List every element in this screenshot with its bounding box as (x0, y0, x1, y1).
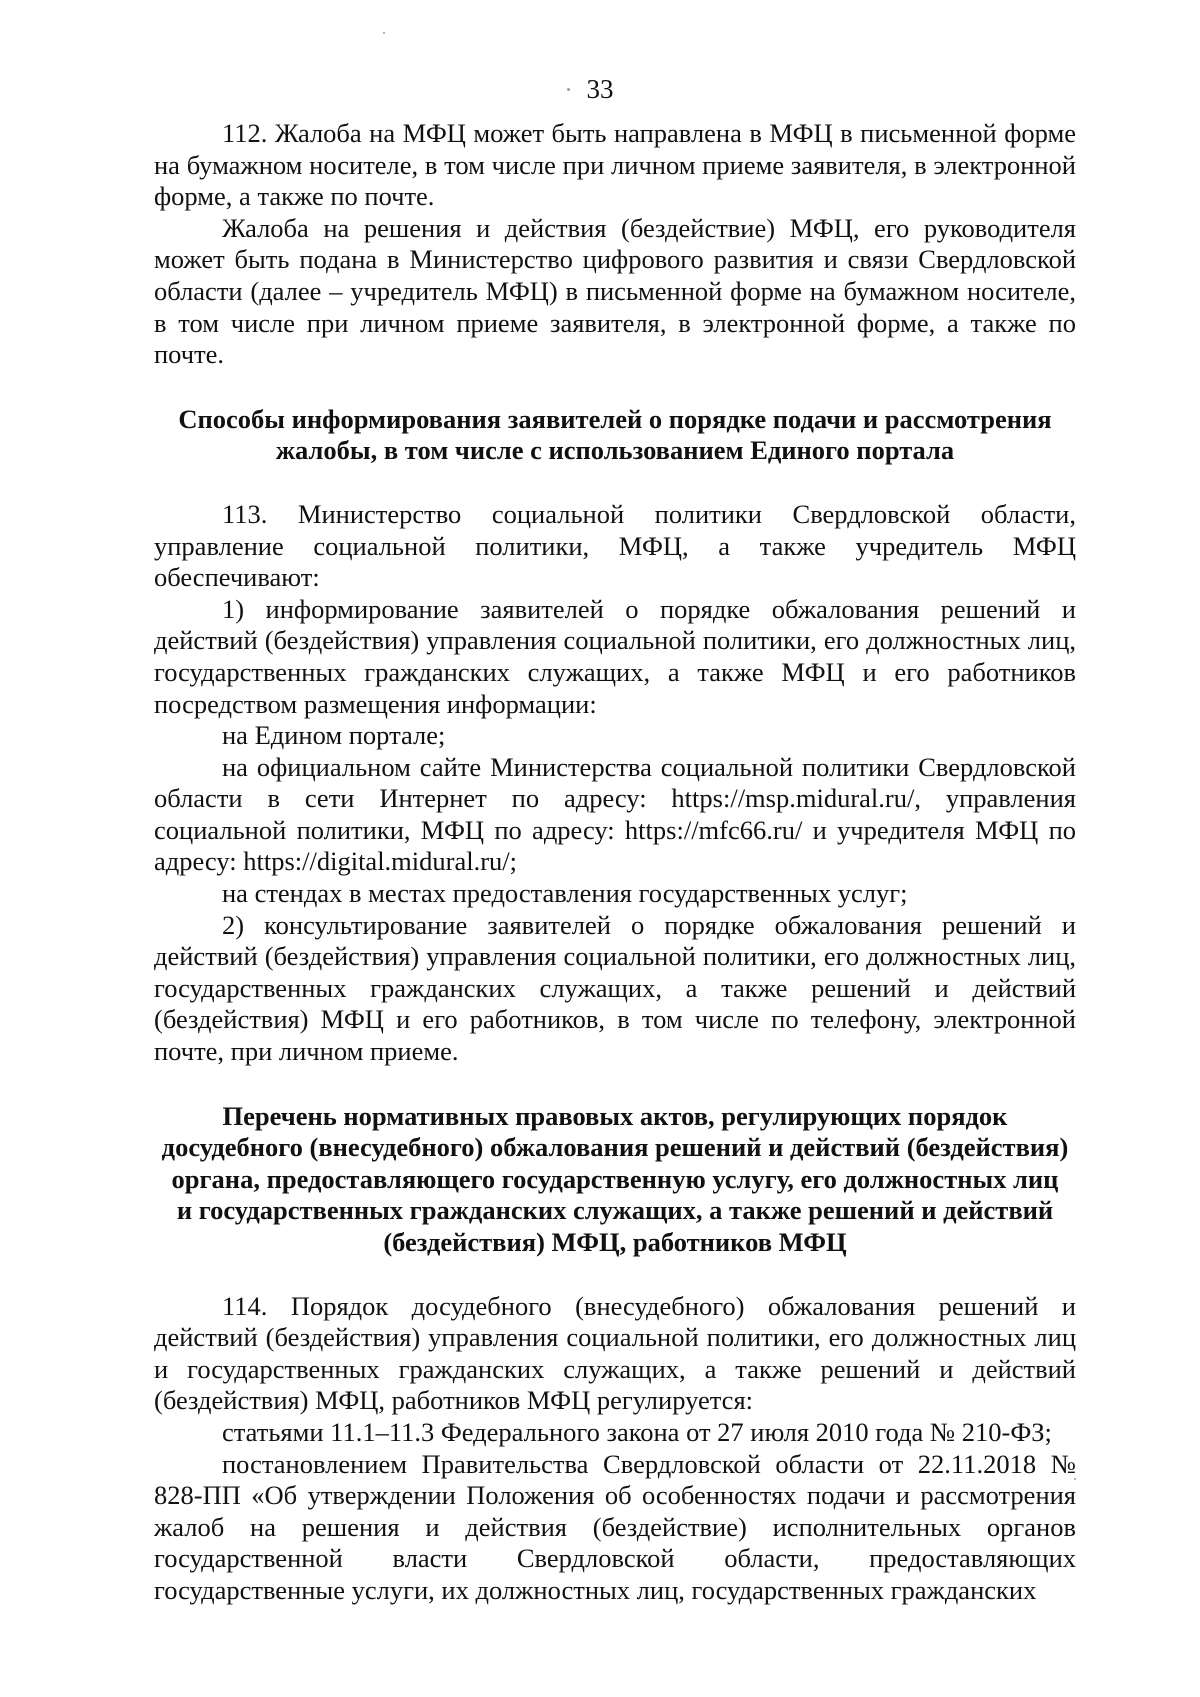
paragraph-113: 113. Министерство социальной политики Свердловской области, управление социальной политики, МФЦ, а также учредитель МФЦ обеспечивают: (154, 498, 1076, 593)
heading-line: (бездействия) МФЦ, работников МФЦ (383, 1227, 847, 1257)
scan-speck (383, 32, 385, 34)
list-item-federal-law: статьями 11.1–11.3 Федерального закона от 27 июля 2010 года № 210-ФЗ; (222, 1416, 1052, 1447)
heading-line: досудебного (внесудебного) обжалования решений и действий (бездействия) (161, 1132, 1069, 1163)
list-item-informing: 1) информирование заявителей о порядке обжалования решений и действий (бездействия) управления социальной политики, его должностных лиц, государственных гражданских служащих, а также МФЦ и его работников посредством размещения информации: (154, 593, 1076, 719)
document-body (154, 118, 1076, 1607)
heading-line: Перечень нормативных правовых актов, регулирующих порядок (222, 1100, 1008, 1131)
list-item-stands: на стендах в местах предоставления государственных услуг; (222, 878, 908, 909)
list-item-unified-portal: на Едином портале; (222, 720, 446, 751)
list-item-government-decree: постановлением Правительства Свердловской области от 22.11.2018 № 828-ПП «Об утверждении Положения об особенностях подачи и рассмотрения жалоб на решения и действия (бездействие) исполнительных органов государственной власти Свердловской области, предоставляющих государственные услуги, их должностных лиц, государственных гражданских (154, 1448, 1076, 1605)
paragraph-complaint-founder: Жалоба на решения и действия (бездействие) МФЦ, его руководителя может быть подана в Министерство цифрового развития и связи Свердловской области (далее – учредитель МФЦ) в письменной форме на бумажном носителе, в том числе при личном приеме заявителя, в электронной форме, а также по почте. (154, 212, 1076, 370)
paragraph-114: 114. Порядок досудебного (внесудебного) обжалования решений и действий (бездействия) управления социальной политики, его должностных лиц и государственных гражданских служащих, а также решений и действий (бездействия) МФЦ, работников МФЦ регулируется: (154, 1290, 1076, 1416)
heading-line: органа, предоставляющего государственную услугу, его должностных лиц (171, 1163, 1059, 1194)
heading-line: жалобы, в том числе с использованием Единого портала (275, 435, 955, 466)
page-number: 33 (586, 74, 614, 104)
section-heading-informing (154, 404, 1076, 467)
heading-line: Способы информирования заявителей о порядке подачи и рассмотрения (178, 403, 1052, 434)
heading-line: и государственных гражданских служащих, а также решений и действий (176, 1195, 1054, 1226)
paragraph-112: 112. Жалоба на МФЦ может быть направлена в МФЦ в письменной форме на бумажном носителе, в том числе при личном приеме заявителя, в электронной форме, а также по почте. (154, 118, 1076, 212)
list-item-official-sites: на официальном сайте Министерства социальной политики Свердловской области в сети Интернет по адресу: https://msp.midural.ru/, управления социальной политики, МФЦ по адресу: https://mfc66.ru/ и учредителя МФЦ по адресу: https://digital.midural.ru/; (154, 751, 1076, 877)
section-heading-legal-acts (154, 1101, 1076, 1259)
list-item-consulting: 2) консультирование заявителей о порядке обжалования решений и действий (бездействия) управления социальной политики, его должностных лиц, государственных гражданских служащих, а также решений и действий (бездействия) МФЦ и его работников, в том числе по телефону, электронной почте, при личном приеме. (154, 909, 1076, 1067)
